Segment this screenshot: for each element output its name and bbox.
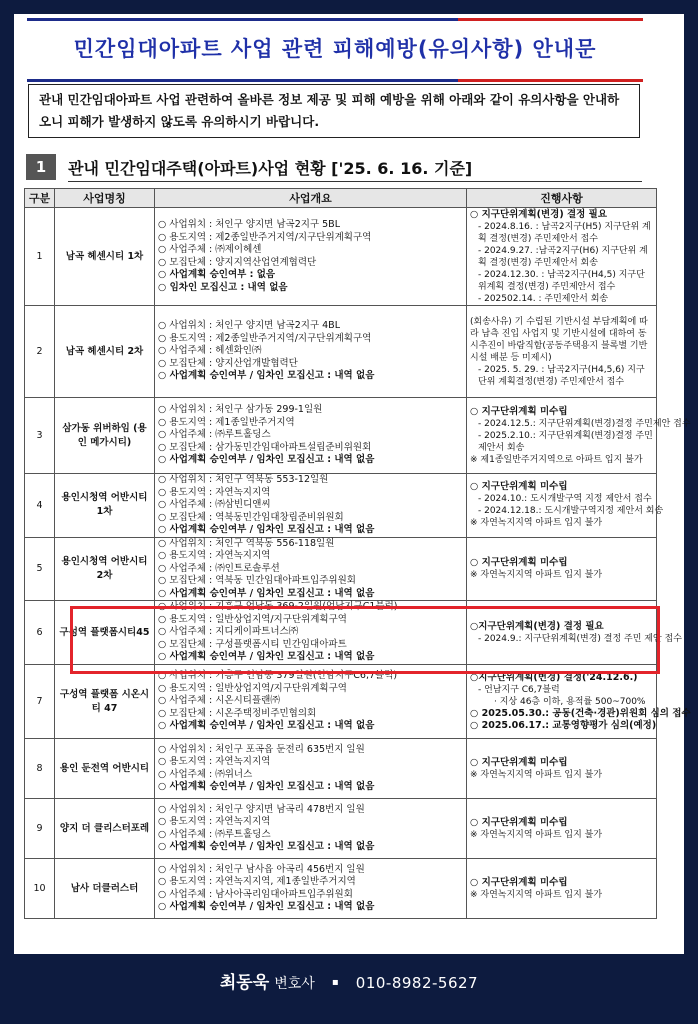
project-progress xyxy=(467,601,682,665)
table-header-row xyxy=(25,189,657,208)
overview-line: ○ 용도지역 : 자연녹지지역, 제1종일반주거지역 xyxy=(158,876,356,887)
progress-line: ○ 지구단위계획 미수립 xyxy=(470,876,568,888)
overview-line: ○ 용도지역 : 자연녹지지역 xyxy=(158,816,271,827)
progress-line: - 2024.12.5.: 지구단위계획(변경)결정 주민제안 접수 xyxy=(478,418,691,429)
project-progress xyxy=(467,799,657,859)
progress-line: - 언남지구 C6,7블럭 xyxy=(478,684,560,695)
progress-line: ※ 자연녹지지역 아파트 입지 불가 xyxy=(470,769,603,780)
overview-line: ○ 사업계획 승인여부 / 임차인 모집신고 : 내역 없음 xyxy=(158,651,375,663)
overview-line: ○ 사업위치 : 처인구 역북동 553-12일원 xyxy=(158,474,329,485)
project-progress xyxy=(467,665,691,739)
progress-line: - 2024.9.: 지구단위계획(변경) 결정 주민 제안 접수 xyxy=(478,633,682,644)
progress-line: ○ 2025.06.17.: 교통영향평가 심의(예정) xyxy=(470,719,657,731)
table-row xyxy=(25,208,657,306)
row-number: 7 xyxy=(25,665,55,739)
overview-line: ○ 사업위치 : 처인구 역북동 556-118일원 xyxy=(158,537,335,549)
overview-line: ○ 사업계획 승인여부 / 임차인 모집신고 : 내역 없음 xyxy=(158,901,375,912)
overview-line: ○ 사업위치 : 처인구 삼가동 299-1일원 xyxy=(158,404,323,416)
overview-line: ○ 모집단체 : 양지산업개발협력단 xyxy=(158,357,298,369)
row-number: 4 xyxy=(25,474,55,538)
table-row xyxy=(25,665,657,739)
title-top-rule xyxy=(27,18,643,21)
overview-line: ○ 사업주체 : 헤센화인㈜ xyxy=(158,345,262,357)
row-number: 5 xyxy=(25,537,55,601)
progress-line: - 2025.2.10.: 지구단위계획(변경)결정 주민제안서 회송 xyxy=(478,430,653,453)
overview-line: ○ 사업위치 : 처인구 양지면 남곡리 478번지 일원 xyxy=(158,803,365,815)
progress-line: ○ 2025.05.30.: 공동(건축·경관)위원회 심의 접수 xyxy=(470,707,691,719)
row-number: 8 xyxy=(25,739,55,799)
project-name: 남사 더클러스터 xyxy=(55,859,155,919)
project-progress xyxy=(467,398,691,474)
overview-line: ○ 사업위치 : 기흥구 언남동 379일원(언남지구C6,7블럭) xyxy=(158,670,398,682)
overview-line: ○ 사업계획 승인여부 / 임차인 모집신고 : 내역 없음 xyxy=(158,370,375,382)
overview-line: ○ 사업계획 승인여부 / 임차인 모집신고 : 내역 없음 xyxy=(158,454,375,466)
overview-line: ○ 용도지역 : 제1종일반주거지역 xyxy=(158,416,295,428)
project-overview xyxy=(155,537,467,601)
lawyer-name: 최동욱 xyxy=(219,973,270,993)
overview-line: ○ 사업주체 : ㈜루트홀딩스 xyxy=(158,429,271,441)
progress-line: ※ 자연녹지지역 아파트 입지 불가 xyxy=(470,829,603,840)
progress-line: ○ 지구단위계획 미수립 xyxy=(470,556,568,568)
project-progress xyxy=(467,306,657,398)
progress-line: - 2024.9.27. :남곡2지구(H6) 지구단위 계획 결정(변경) 주민제안서 회송 xyxy=(478,245,648,268)
project-progress xyxy=(467,859,657,919)
header-name: 사업명칭 xyxy=(55,189,155,208)
row-number: 3 xyxy=(25,398,55,474)
progress-line: ○ 지구단위계획 미수립 xyxy=(470,481,568,493)
progress-line: ※ 자연녹지지역 아파트 입지 불가 xyxy=(470,889,603,900)
overview-line: ○ 사업주체 : ㈜제이헤센 xyxy=(158,244,262,255)
project-name: 용인시청역 어반시티 1차 xyxy=(55,474,155,538)
project-overview xyxy=(155,601,467,665)
project-name: 남곡 헤센시티 1차 xyxy=(55,208,155,306)
overview-line: ○ 사업주체 : ㈜삼빈디앤씨 xyxy=(158,499,271,510)
project-overview xyxy=(155,474,467,538)
header-progress: 진행사항 xyxy=(467,189,657,208)
overview-line: ○ 사업계획 승인여부 / 임차인 모집신고 : 내역 없음 xyxy=(158,720,375,732)
section-header xyxy=(26,152,646,182)
project-table xyxy=(24,188,691,919)
overview-line: ○ 모집단체 : 역북동민간임대창립준비위원회 xyxy=(158,511,344,523)
section-number: 1 xyxy=(26,154,56,180)
table-row xyxy=(25,398,657,474)
overview-line: ○ 사업위치 : 처인구 포곡읍 둔전리 635번지 일원 xyxy=(158,743,365,755)
overview-line: ○ 모집단체 : 시온주택정비주민협의회 xyxy=(158,707,317,719)
overview-line: ○ 사업위치 : 기흥구 언남동 369-2일원(언남지구C1블럭) xyxy=(158,601,398,613)
overview-line: ○ 모집단체 : 삼가동민간임대아파트설립준비위원회 xyxy=(158,441,372,453)
overview-line: ○ 사업계획 승인여부 / 임차인 모집신고 : 내역 없음 xyxy=(158,781,375,792)
table-row xyxy=(25,739,657,799)
overview-line: ○ 용도지역 : 자연녹지지역 xyxy=(158,550,271,561)
progress-line: ○ 지구단위계획 미수립 xyxy=(470,816,568,828)
table-row xyxy=(25,306,657,398)
project-name: 남곡 헤센시티 2차 xyxy=(55,306,155,398)
table-row xyxy=(25,474,657,538)
project-progress xyxy=(467,208,657,306)
overview-line: ○ 사업위치 : 처인구 양지면 남곡2지구 5BL xyxy=(158,219,340,230)
row-number: 6 xyxy=(25,601,55,665)
intro-box: 관내 민간임대아파트 사업 관련하여 올바른 정보 제공 및 피해 예방을 위해 아래와 같이 유의사항을 안내하오니 피해가 발생하지 않도록 유의하시기 바랍니다. xyxy=(28,84,640,138)
table-row xyxy=(25,799,657,859)
progress-line: ※ 자연녹지지역 아파트 입지 불가 xyxy=(470,569,603,580)
project-overview xyxy=(155,665,467,739)
overview-line: ○ 사업위치 : 처인구 남사읍 아곡리 456번지 일원 xyxy=(158,863,365,875)
progress-line: ○지구단위계획(변경) 결정 필요 xyxy=(470,620,604,632)
header-overview: 사업개요 xyxy=(155,189,467,208)
project-progress xyxy=(467,537,657,601)
overview-line: ○ 사업계획 승인여부 / 임차인 모집신고 : 내역 없음 xyxy=(158,587,375,599)
overview-line: ○ 사업주체 : ㈜인트로솔루션 xyxy=(158,562,280,574)
project-name: 구성역 플랫폼시티45 xyxy=(55,601,155,665)
row-number: 10 xyxy=(25,859,55,919)
overview-line: ○ 모집단체 : 역북동 민간임대아파트입주위원회 xyxy=(158,575,356,586)
overview-line: ○ 용도지역 : 일반상업지역/지구단위계획구역 xyxy=(158,613,347,625)
overview-line: ○ 사업주체 : 남사아곡리임대아파트입주위원회 xyxy=(158,888,353,900)
project-overview xyxy=(155,799,467,859)
table-row xyxy=(25,859,657,919)
progress-line: (회송사유) 기 수립된 기반시설 부담계획에 따라 남측 진입 사업지 및 기반시설에 대하여 동시추진이 바람직함(공동주택용지 블록별 기반시설 배분 등 미제시) xyxy=(470,316,648,363)
overview-line: ○ 사업주체 : 시온시티플랜㈜ xyxy=(158,695,280,707)
overview-line: ○ 사업주체 : 지디케이파트너스㈜ xyxy=(158,626,299,638)
project-name: 용인 둔전역 어반시티 xyxy=(55,739,155,799)
overview-line: ○ 용도지역 : 자연녹지지역 xyxy=(158,486,271,498)
project-progress xyxy=(467,739,657,799)
document-title: 민간임대아파트 사업 관련 피해예방(유의사항) 안내문 xyxy=(73,37,597,61)
footer xyxy=(0,968,698,993)
progress-line: ○ 지구단위계획 미수립 xyxy=(470,405,568,417)
progress-line: ○ 지구단위계획 미수립 xyxy=(470,756,568,768)
lawyer-role: 변호사 xyxy=(274,976,315,992)
overview-line: ○ 사업계획 승인여부 / 임차인 모집신고 : 내역 없음 xyxy=(158,524,375,535)
overview-line: ○ 사업주체 : ㈜위너스 xyxy=(158,768,253,780)
header-no: 구분 xyxy=(25,189,55,208)
overview-line: ○ 사업위치 : 처인구 양지면 남곡2지구 4BL xyxy=(158,320,340,332)
project-name: 양지 더 클리스터포레 xyxy=(55,799,155,859)
overview-line: ○ 사업계획 승인여부 / 임차인 모집신고 : 내역 없음 xyxy=(158,841,375,852)
section-underline xyxy=(68,181,642,182)
project-progress xyxy=(467,474,664,538)
overview-line: ○ 용도지역 : 제2종일반주거지역/지구단위계획구역 xyxy=(158,231,372,243)
project-overview xyxy=(155,306,467,398)
overview-line: ○ 용도지역 : 자연녹지지역 xyxy=(158,756,271,767)
table-row xyxy=(25,601,657,665)
progress-line: ※ 자연녹지지역 아파트 입지 불가 xyxy=(470,518,603,529)
row-number: 9 xyxy=(25,799,55,859)
overview-line: ○ 모집단체 : 구성플랫폼시티 민간임대아파트 xyxy=(158,638,347,650)
overview-line: ○ 임차인 모집신고 : 내역 없음 xyxy=(158,281,288,293)
phone-number: 010-8982-5627 xyxy=(355,974,479,992)
progress-line: - 2024.12.30. : 남곡2지구(H4,5) 지구단위계획 결정(변경) 주민제안서 접수 xyxy=(478,269,645,292)
project-overview xyxy=(155,398,467,474)
project-name: 용인시청역 어반시티 2차 xyxy=(55,537,155,601)
project-name: 삼가동 위버하임 (용인 메가시티) xyxy=(55,398,155,474)
progress-line: ※ 제1종일반주거지역으로 아파트 입지 불가 xyxy=(470,454,643,465)
progress-line: - 2024.12.18.: 도시개발구역지정 제안서 회송 xyxy=(478,506,664,517)
project-overview xyxy=(155,739,467,799)
project-overview xyxy=(155,208,467,306)
overview-line: ○ 사업계획 승인여부 : 없음 xyxy=(158,269,276,280)
overview-line: ○ 사업주체 : ㈜루트홀딩스 xyxy=(158,828,271,840)
row-number: 1 xyxy=(25,208,55,306)
progress-line: - 2024.10.: 도시개발구역 지정 제안서 접수 xyxy=(478,494,652,505)
title-bottom-rule xyxy=(27,79,643,82)
overview-line: ○ 용도지역 : 일반상업지역/지구단위계획구역 xyxy=(158,682,347,694)
overview-line: ○ 모집단체 : 양지지역산업연계협력단 xyxy=(158,256,317,268)
table-row xyxy=(25,537,657,601)
footer-separator: ▪ xyxy=(331,977,339,988)
title-bar xyxy=(27,18,643,82)
progress-line: - 2024.8.16. : 남곡2지구(H5) 지구단위 계획 결정(변경) 주민제안서 접수 xyxy=(478,221,651,244)
section-title: 관내 민간임대주택(아파트)사업 현황 ['25. 6. 16. 기준] xyxy=(68,159,473,178)
overview-line: ○ 용도지역 : 제2종일반주거지역/지구단위계획구역 xyxy=(158,332,372,344)
project-overview xyxy=(155,859,467,919)
progress-line: ○ 지구단위계획(변경) 결정 필요 xyxy=(470,208,608,220)
project-name: 구성역 플랫폼 시온시티 47 xyxy=(55,665,155,739)
progress-line: · 지상 46층 이하, 용적률 500~700% xyxy=(494,696,646,707)
row-number: 2 xyxy=(25,306,55,398)
progress-line: - 2025. 5. 29. : 남곡2지구(H4,5,6) 지구단위 계획결정(변경) 주민제안서 접수 xyxy=(478,364,645,387)
progress-line: ○지구단위계획(변경) 결정('24.12.6.) xyxy=(470,671,638,683)
progress-line: - 202502.14. : 주민제안서 회송 xyxy=(478,293,609,304)
